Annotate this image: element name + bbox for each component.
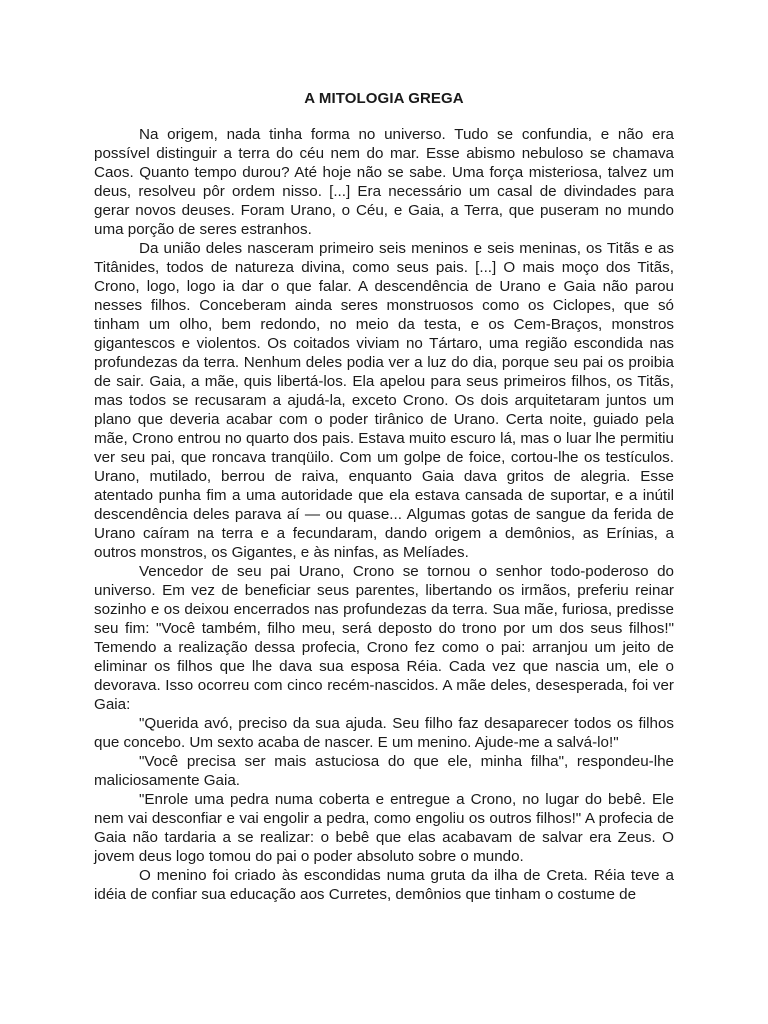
document-page [94,0,674,904]
paragraph-1: Na origem, nada tinha forma no universo. Tudo se confundia, e não era possível distinguir a terra do céu nem do mar. Esse abismo nebuloso se chamava Caos. Quanto tempo durou? Até hoje não se sabe. Uma força misteriosa, talvez um deus, resolveu pôr ordem nisso. [...] Era necessário um casal de divindades para gerar novos deuses. Foram Urano, o Céu, e Gaia, a Terra, que puseram no mundo uma porção de seres estranhos. [94,126,674,238]
paragraph-2: Da união deles nasceram primeiro seis meninos e seis meninas, os Titãs e as Titânides, todos de natureza divina, como seus pais. [...] O mais moço dos Titãs, Crono, logo, logo ia dar o que falar. A descendência de Urano e Gaia não parou nesses filhos. Conceberam ainda seres monstruosos como os Ciclopes, que só tinham um olho, bem redondo, no meio da testa, e os Cem-Braços, monstros gigantescos e violentos. Os coitados viviam no Tártaro, uma região escondida nas profundezas da terra. Nenhum deles podia ver a luz do dia, porque seu pai os proibia de sair. Gaia, a mãe, quis libertá-los. Ela apelou para seus primeiros filhos, os Titãs, mas todos se recusaram a ajudá-la, exceto Crono. Os dois arquitetaram juntos um plano que deveria acabar com o poder tirânico de Urano. Certa noite, guiado pela mãe, Crono entrou no quarto dos pais. Estava muito escuro lá, mas o luar lhe permitiu ver seu pai, que roncava tranqüilo. Com um golpe de foice, cortou-lhe os testículos. Urano, mutilado, berrou de raiva, enquanto Gaia dava gritos de alegria. Esse atentado punha fim a uma autoridade que ela estava cansada de suportar, e a inútil descendência deles parava aí — ou quase... Algumas gotas de sangue da ferida de Urano caíram na terra e a fecundaram, dando origem a demônios, as Erínias, a outros monstros, os Gigantes, e às ninfas, as Melíades. [94,240,674,561]
paragraph-4: "Querida avó, preciso da sua ajuda. Seu filho faz desaparecer todos os filhos que concebo. Um sexto acaba de nascer. E um menino. Ajude-me a salvá-lo!" [94,715,674,751]
document-title: A MITOLOGIA GREGA [304,90,464,107]
paragraph-3: Vencedor de seu pai Urano, Crono se tornou o senhor todo-poderoso do universo. Em vez de beneficiar seus parentes, libertando os irmãos, preferiu reinar sozinho e os deixou encerrados nas profundezas da terra. Sua mãe, furiosa, predisse seu fim: "Você também, filho meu, será deposto do trono por um dos seus filhos!" Temendo a realização dessa profecia, Crono fez como o pai: arranjou um jeito de eliminar os filhos que lhe dava sua esposa Réia. Cada vez que nascia um, ele o devorava. Isso ocorreu com cinco recém-nascidos. A mãe deles, desesperada, foi ver Gaia: [94,563,674,713]
paragraph-7: O menino foi criado às escondidas numa gruta da ilha de Creta. Réia teve a idéia de confiar sua educação aos Curretes, demônios que tinham o costume de [94,867,674,903]
paragraph-6: "Enrole uma pedra numa coberta e entregue a Crono, no lugar do bebê. Ele nem vai desconfiar e vai engolir a pedra, como engoliu os outros filhos!" A profecia de Gaia não tardaria a se realizar: o bebê que elas acabavam de salvar era Zeus. O jovem deus logo tomou do pai o poder absoluto sobre o mundo. [94,791,674,865]
paragraph-5: "Você precisa ser mais astuciosa do que ele, minha filha", respondeu-lhe maliciosamente Gaia. [94,753,674,789]
document-body [94,125,674,904]
